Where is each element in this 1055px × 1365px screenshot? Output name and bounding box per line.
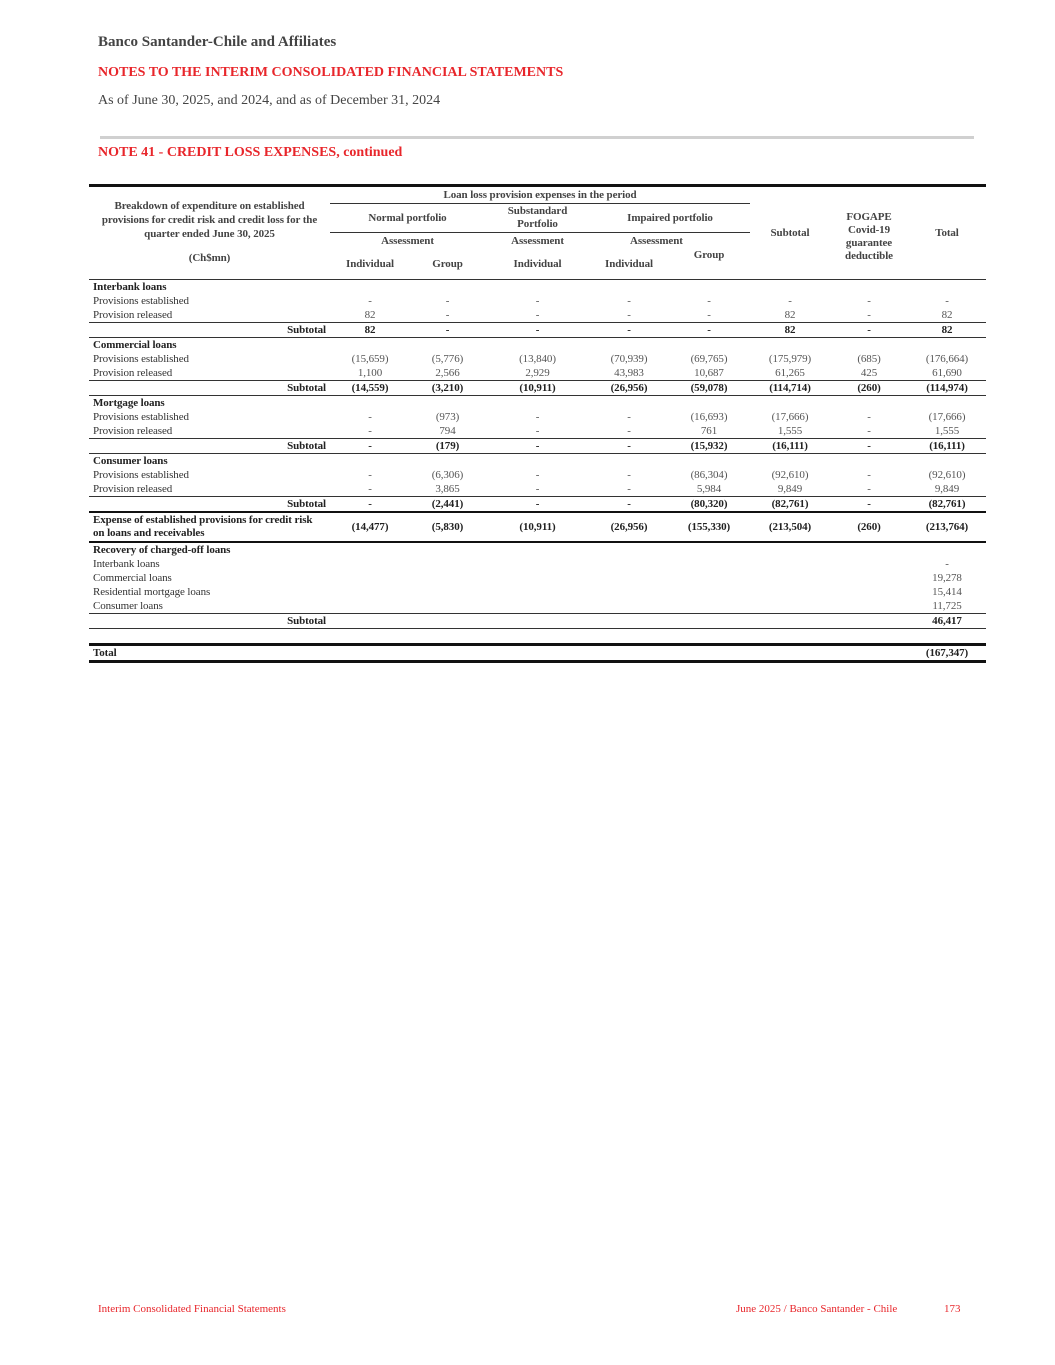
recovery-row: [89, 599, 986, 614]
recovery-label: Interbank loans: [93, 557, 160, 570]
value-cell: 1,100: [357, 366, 383, 379]
expense-value: (213,764): [925, 520, 969, 533]
expense-value: (14,477): [351, 520, 389, 533]
value-cell: 2,566: [435, 366, 460, 379]
value-cell: -: [867, 308, 871, 321]
note-title: NOTE 41 - CREDIT LOSS EXPENSES, continued: [98, 145, 403, 160]
credit-loss-table: [89, 184, 986, 663]
subtotal-row: [89, 381, 986, 396]
normal-portfolio-header: Normal portfolio: [330, 204, 485, 233]
impaired-individual-header: Individual: [590, 249, 668, 280]
footer-right: June 2025 / Banco Santander - Chile: [736, 1303, 898, 1315]
value-cell: (685): [857, 352, 881, 365]
row-header: [89, 186, 330, 280]
expense-value: (260): [857, 520, 881, 533]
value-cell: (70,939): [610, 352, 648, 365]
section-title: Consumer loans: [93, 454, 168, 467]
subtotal-row: [89, 323, 986, 338]
divider: [100, 136, 974, 139]
value-cell: -: [627, 424, 631, 437]
value-cell: (175,979): [768, 352, 812, 365]
expense-value: (5,830): [431, 520, 464, 533]
subtotal-value: 82: [364, 323, 376, 336]
empty-cell: [330, 585, 908, 599]
value-cell: 61,690: [932, 366, 962, 379]
normal-assessment-header: Assessment: [381, 234, 434, 247]
subtotal-value: (114,714): [769, 381, 811, 394]
value-cell: 82: [941, 308, 953, 321]
value-cell: 10,687: [694, 366, 724, 379]
table-row: [89, 424, 986, 439]
recovery-value: -: [945, 557, 949, 570]
row-header-text: Breakdown of expenditure on established provisions for credit risk and credit loss for the quarter ended June 30, 2025: [101, 200, 318, 240]
recovery-value: 11,725: [932, 599, 962, 612]
section-header-row: [89, 280, 986, 295]
normal-group-header: Group: [410, 249, 485, 280]
empty-cell: [330, 557, 908, 571]
subtotal-value: 46,417: [932, 614, 962, 627]
subtotal-value: (80,320): [690, 497, 728, 510]
subtotal-value: (3,210): [431, 381, 464, 394]
row-label: Provision released: [93, 366, 173, 379]
expense-value: (155,330): [687, 520, 731, 533]
recovery-value: 15,414: [932, 585, 962, 598]
table-row: [89, 410, 986, 424]
row-label: Provision released: [93, 424, 173, 437]
value-cell: -: [368, 294, 372, 307]
value-cell: -: [945, 294, 949, 307]
subtotal-value: (82,761): [771, 497, 809, 510]
expense-row: [89, 512, 986, 542]
row-label: Provisions established: [93, 410, 189, 423]
value-cell: 9,849: [934, 482, 960, 495]
value-cell: (17,666): [771, 410, 809, 423]
section-title: Commercial loans: [93, 338, 177, 351]
subtotal-value: (179): [435, 439, 460, 452]
spacer: [89, 629, 986, 645]
value-cell: -: [368, 468, 372, 481]
value-cell: 82: [784, 308, 796, 321]
recovery-label: Consumer loans: [93, 599, 163, 612]
section-header-row: [89, 338, 986, 353]
value-cell: 9,849: [777, 482, 803, 495]
empty-cell: [330, 599, 908, 614]
value-cell: 82: [364, 308, 376, 321]
value-cell: -: [368, 482, 372, 495]
subtotal-value: -: [867, 323, 871, 336]
subtotal-value: -: [707, 323, 711, 336]
recovery-label: Commercial loans: [93, 571, 172, 584]
value-cell: 2,929: [525, 366, 550, 379]
value-cell: -: [535, 468, 540, 481]
empty-cell: [330, 571, 908, 585]
value-cell: 43,983: [614, 366, 644, 379]
subtotal-row: [89, 497, 986, 513]
section-header-row: [89, 396, 986, 411]
subtotal-value: -: [627, 323, 631, 336]
subtotal-value: (15,932): [690, 439, 728, 452]
empty-cell: [330, 614, 908, 629]
value-cell: -: [535, 424, 540, 437]
value-cell: -: [788, 294, 792, 307]
value-cell: -: [627, 410, 631, 423]
subtotal-value: -: [368, 497, 372, 510]
row-label: Provisions established: [93, 294, 189, 307]
value-cell: -: [627, 482, 631, 495]
value-cell: (176,664): [925, 352, 969, 365]
recovery-row: [89, 557, 986, 571]
recovery-title: Recovery of charged-off loans: [93, 543, 231, 556]
value-cell: 61,265: [775, 366, 805, 379]
subtotal-value: -: [867, 497, 871, 510]
expense-value: (26,956): [610, 520, 648, 533]
value-cell: -: [627, 468, 631, 481]
subtotal-value: -: [535, 323, 540, 336]
fogape-header: FOGAPE Covid-19 guarantee deductible: [830, 186, 908, 280]
subtotal-label: Subtotal: [287, 439, 326, 452]
section-title: Mortgage loans: [93, 396, 165, 409]
spacer-row: [89, 629, 986, 645]
table-row: [89, 294, 986, 308]
subtotal-value: (114,974): [926, 381, 968, 394]
company-name: Banco Santander-Chile and Affiliates: [98, 34, 337, 50]
value-cell: -: [867, 482, 871, 495]
substandard-assessment-header: Assessment: [511, 234, 564, 247]
recovery-row: [89, 571, 986, 585]
subtotal-value: -: [535, 497, 540, 510]
subtotal-value: -: [627, 497, 631, 510]
value-cell: (6,306): [431, 468, 464, 481]
subtotal-value: (260): [857, 381, 881, 394]
row-label: Provisions established: [93, 468, 189, 481]
row-label: Provisions established: [93, 352, 189, 365]
notes-title: NOTES TO THE INTERIM CONSOLIDATED FINANCIAL STATEMENTS: [98, 65, 564, 80]
value-cell: (92,610): [928, 468, 966, 481]
subtotal-value: 82: [784, 323, 796, 336]
subtotal-label: Subtotal: [287, 323, 326, 336]
value-cell: (15,659): [351, 352, 389, 365]
recovery-header-row: [89, 542, 986, 557]
table-row: [89, 352, 986, 366]
value-cell: -: [867, 424, 871, 437]
value-cell: 425: [860, 366, 878, 379]
substandard-portfolio-header: Substandard Portfolio: [485, 204, 590, 233]
value-cell: (86,304): [690, 468, 728, 481]
subtotal-value: (82,761): [928, 497, 966, 510]
value-cell: 1,555: [934, 424, 960, 437]
value-cell: 794: [439, 424, 456, 437]
recovery-label: Residential mortgage loans: [93, 585, 211, 598]
impaired-portfolio-header: Impaired portfolio: [590, 204, 750, 233]
value-cell: -: [535, 410, 540, 423]
expense-value: (10,911): [519, 520, 556, 533]
subtotal-value: (2,441): [431, 497, 464, 510]
subtotal-value: -: [867, 439, 871, 452]
value-cell: -: [627, 308, 631, 321]
value-cell: 3,865: [435, 482, 460, 495]
value-cell: 761: [700, 424, 718, 437]
table-body: [89, 280, 986, 662]
value-cell: -: [535, 294, 540, 307]
value-cell: -: [707, 308, 711, 321]
row-label: Provision released: [93, 482, 173, 495]
subtotal-value: -: [368, 439, 372, 452]
subtotal-header: Subtotal: [750, 186, 830, 280]
impaired-assessment-header: Assessment: [630, 234, 683, 247]
value-cell: 1,555: [777, 424, 803, 437]
table-row: [89, 482, 986, 497]
normal-individual-header: Individual: [330, 249, 410, 280]
value-cell: -: [535, 308, 540, 321]
value-cell: -: [368, 424, 372, 437]
subtotal-label: Subtotal: [287, 614, 326, 627]
value-cell: (92,610): [771, 468, 809, 481]
table-row: [89, 308, 986, 323]
subtotal-value: (10,911): [519, 381, 556, 394]
value-cell: -: [368, 410, 372, 423]
subtotal-value: (16,111): [772, 439, 808, 452]
subtotal-row: [89, 439, 986, 454]
row-label: Provision released: [93, 308, 173, 321]
value-cell: -: [445, 308, 450, 321]
impaired-group-header: Group: [668, 249, 750, 280]
table-row: [89, 366, 986, 381]
subtotal-value: (26,956): [610, 381, 648, 394]
value-cell: (16,693): [690, 410, 728, 423]
recovery-row: [89, 585, 986, 599]
recovery-subtotal-row: [89, 614, 986, 629]
value-cell: -: [707, 294, 711, 307]
value-cell: (973): [435, 410, 460, 423]
subtotal-value: (59,078): [690, 381, 728, 394]
value-cell: -: [867, 294, 871, 307]
expense-value: (213,504): [768, 520, 812, 533]
table-row: [89, 468, 986, 482]
value-cell: -: [627, 294, 631, 307]
grand-total-row: [89, 645, 986, 662]
grand-total-label: Total: [93, 646, 117, 659]
group-header: Loan loss provision expenses in the period: [330, 186, 750, 204]
subtotal-value: -: [535, 439, 540, 452]
section-title: Interbank loans: [93, 280, 167, 293]
value-cell: -: [445, 294, 450, 307]
value-cell: 5,984: [696, 482, 722, 495]
substandard-individual-header: Individual: [485, 249, 590, 280]
period-subtitle: As of June 30, 2025, and 2024, and as of December 31, 2024: [98, 93, 441, 108]
total-header: Total: [908, 186, 986, 280]
subtotal-value: -: [627, 439, 631, 452]
grand-total-value: (167,347): [925, 646, 969, 659]
page-number: 173: [944, 1303, 961, 1315]
value-cell: -: [535, 482, 540, 495]
subtotal-value: (14,559): [351, 381, 389, 394]
footer-left: Interim Consolidated Financial Statements: [98, 1303, 286, 1315]
empty-cell: [330, 645, 908, 662]
value-cell: -: [867, 468, 871, 481]
value-cell: (17,666): [928, 410, 966, 423]
subtotal-value: 82: [941, 323, 953, 336]
expense-label: Expense of established provisions for credit risk on loans and receivables: [93, 514, 313, 539]
value-cell: (5,776): [431, 352, 464, 365]
subtotal-label: Subtotal: [287, 381, 326, 394]
subtotal-value: (16,111): [929, 439, 965, 452]
section-header-row: [89, 454, 986, 469]
value-cell: -: [867, 410, 871, 423]
unit-label: (Ch$mn): [188, 252, 231, 264]
value-cell: (13,840): [519, 352, 556, 365]
value-cell: (69,765): [690, 352, 728, 365]
subtotal-label: Subtotal: [287, 497, 326, 510]
subtotal-value: -: [445, 323, 450, 336]
recovery-value: 19,278: [932, 571, 962, 584]
